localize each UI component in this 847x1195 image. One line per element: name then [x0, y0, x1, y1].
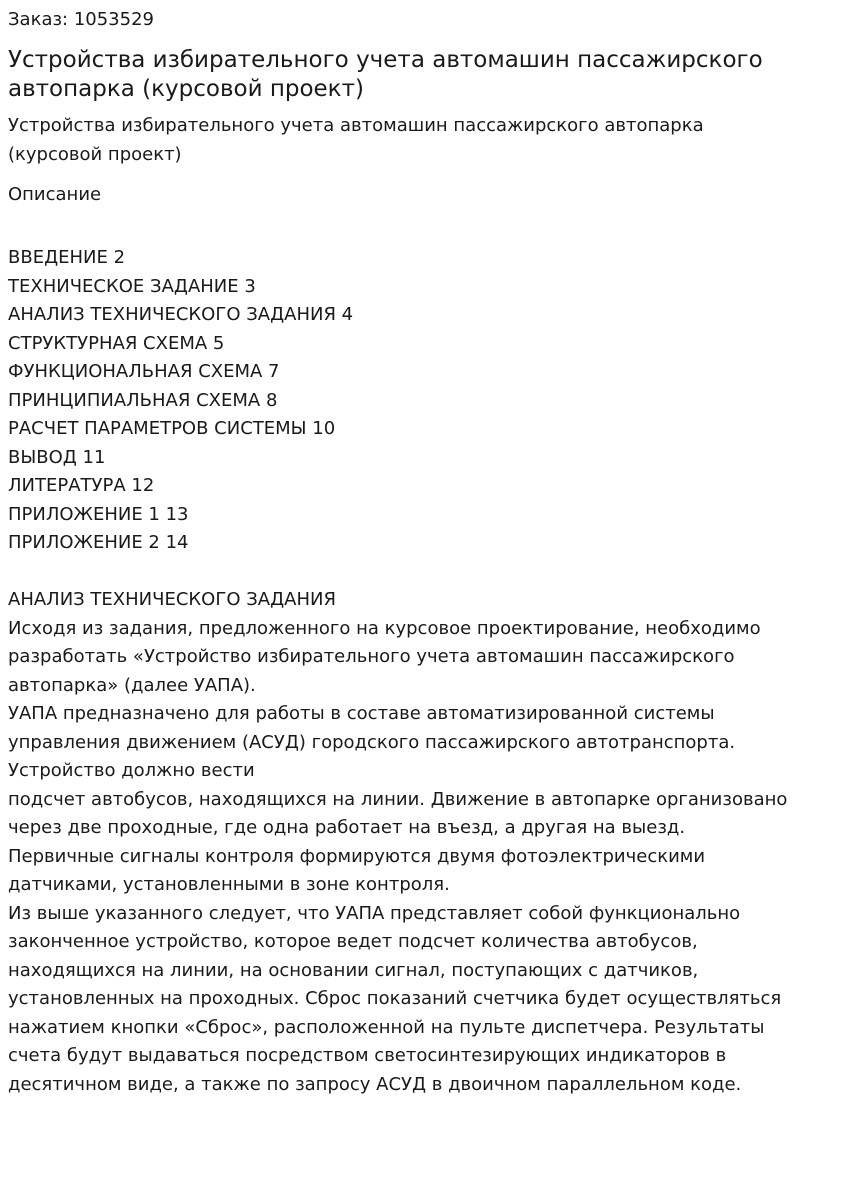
body-line: законченное устройство, которое ведет подсчет количества автобусов, [8, 931, 698, 952]
body-line: счета будут выдаваться посредством светосинтезирующих индикаторов в [8, 1045, 727, 1066]
body-line: Из выше указанного следует, что УАПА представляет собой функционально [8, 902, 741, 924]
toc-item: ЛИТЕРАТУРА 12 [8, 475, 155, 496]
toc-item: ФУНКЦИОНАЛЬНАЯ СХЕМА 7 [8, 361, 280, 382]
toc-item: ПРИЛОЖЕНИЕ 2 14 [8, 532, 189, 553]
body-line: разработать «Устройство избирательного учета автомашин пассажирского [8, 646, 735, 667]
body-line: УАПА предназначено для работы в составе автоматизированной системы [8, 703, 715, 724]
body-line: через две проходные, где одна работает на въезд, а другая на выезд. [8, 817, 686, 838]
spacer [8, 558, 839, 587]
body-line: подсчет автобусов, находящихся на линии. Движение в автопарке организовано [8, 788, 788, 810]
title-line: Устройства избирательного учета автомашин пассажирского [8, 47, 763, 73]
body-line: нажатием кнопки «Сброс», расположенной на пульте диспетчера. Результаты [8, 1016, 765, 1038]
description-label: Описание [8, 184, 102, 205]
subtitle-line: (курсовой проект) [8, 143, 182, 165]
toc-item: ВЫВОД 11 [8, 446, 106, 468]
subtitle-line: Устройства избирательного учета автомашин пассажирского автопарка [8, 115, 704, 136]
page-title [8, 46, 839, 104]
body-line: АНАЛИЗ ТЕХНИЧЕСКОГО ЗАДАНИЯ [8, 589, 336, 610]
body-line: десятичном виде, а также по запросу АСУД в двоичном параллельном коде. [8, 1073, 742, 1095]
toc-item: РАСЧЕТ ПАРАМЕТРОВ СИСТЕМЫ 10 [8, 418, 336, 439]
body-line: автопарка» (далее УАПА). [8, 674, 256, 696]
toc-item: АНАЛИЗ ТЕХНИЧЕСКОГО ЗАДАНИЯ 4 [8, 304, 354, 325]
subtitle [8, 112, 839, 169]
toc-item: ВВЕДЕНИЕ 2 [8, 247, 126, 268]
body-line: управления движением (АСУД) городского пассажирского автотранспорта. [8, 731, 736, 753]
body-line: находящихся на линии, на основании сигнал, поступающих с датчиков, [8, 959, 699, 981]
toc-item: ТЕХНИЧЕСКОЕ ЗАДАНИЕ 3 [8, 275, 256, 297]
title-line: автопарка (курсовой проект) [8, 76, 364, 102]
toc-item: ПРИНЦИПИАЛЬНАЯ СХЕМА 8 [8, 389, 278, 411]
spacer [8, 207, 839, 244]
body-line: Устройство должно вести [8, 760, 255, 781]
body-line: Первичные сигналы контроля формируются двумя фотоэлектрическими [8, 845, 706, 867]
toc-item: ПРИЛОЖЕНИЕ 1 13 [8, 503, 189, 525]
body-line: Исходя из задания, предложенного на курсовое проектирование, необходимо [8, 617, 761, 639]
body-text [8, 586, 839, 1099]
toc-item: СТРУКТУРНАЯ СХЕМА 5 [8, 332, 225, 354]
table-of-contents [8, 244, 839, 558]
order-number: Заказ: 1053529 [8, 9, 154, 30]
body-line: установленных на проходных. Сброс показаний счетчика будет осуществляться [8, 988, 782, 1009]
body-line: датчиками, установленными в зоне контроля. [8, 874, 450, 895]
